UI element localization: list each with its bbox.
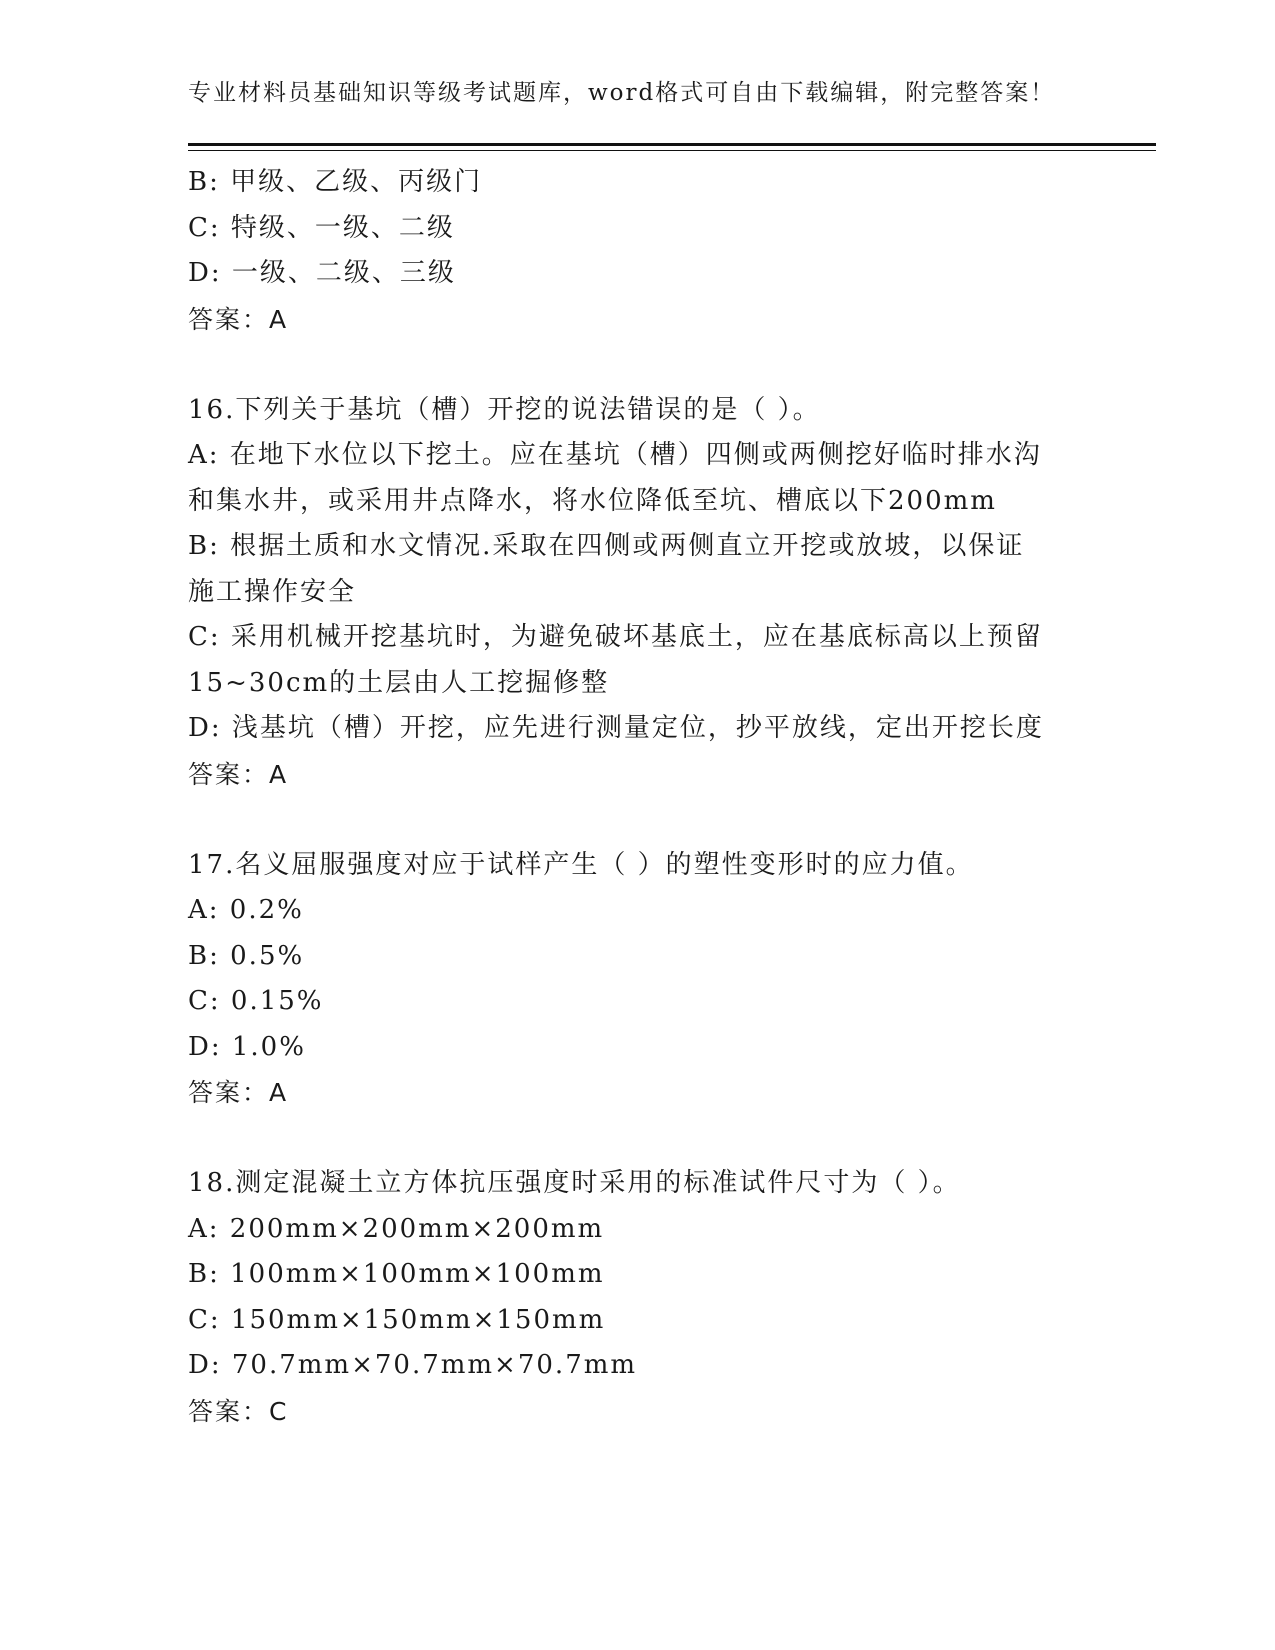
question-text: 17.名义屈服强度对应于试样产生（ ）的塑性变形时的应力值。 (188, 849, 974, 880)
option-line: C: 特级、一级、二级 (188, 212, 455, 243)
question-block (188, 843, 1088, 1116)
page-header: 专业材料员基础知识等级考试题库，word格式可自由下载编辑，附完整答案！ (188, 80, 1056, 106)
option-line: D: 1.0% (188, 1031, 306, 1062)
block-spacer (188, 797, 1088, 843)
option-line: 施工操作安全 (188, 576, 357, 607)
answer-line: 答案：C (188, 1396, 289, 1426)
question-block (188, 388, 1088, 798)
option-line: C: 150mm×150mm×150mm (188, 1304, 606, 1335)
header-rule-thin (188, 150, 1156, 151)
option-line: 15~30cm的土层由人工挖掘修整 (188, 667, 610, 698)
option-line: 和集水井，或采用井点降水，将水位降低至坑、槽底以下200mm (188, 485, 997, 516)
question-block (188, 1161, 1088, 1434)
option-line: A: 0.2% (188, 895, 304, 925)
option-line: D: 70.7mm×70.7mm×70.7mm (188, 1350, 638, 1380)
option-line: D: 一级、二级、三级 (188, 258, 456, 288)
block-spacer (188, 1116, 1088, 1162)
answer-line: 答案：A (188, 304, 289, 334)
question-list (188, 160, 1088, 1434)
block-spacer (188, 342, 1088, 388)
answer-line: 答案：A (188, 759, 289, 789)
option-line: B: 甲级、乙级、丙级门 (188, 167, 483, 197)
question-block (188, 160, 1088, 342)
option-line: C: 采用机械开挖基坑时，为避免破坏基底土，应在基底标高以上预留 (188, 622, 1043, 652)
question-text: 16.下列关于基坑（槽）开挖的说法错误的是（ ）。 (188, 394, 821, 425)
option-line: B: 根据土质和水文情况.采取在四侧或两侧直立开挖或放坡，以保证 (188, 531, 1025, 561)
answer-line: 答案：A (188, 1078, 289, 1107)
option-line: B: 0.5% (188, 940, 305, 971)
option-line: D: 浅基坑（槽）开挖，应先进行测量定位，抄平放线，定出开挖长度 (188, 713, 1044, 743)
question-text: 18.测定混凝土立方体抗压强度时采用的标准试件尺寸为（ ）。 (188, 1168, 961, 1198)
option-line: A: 在地下水位以下挖土。应在基坑（槽）四侧或两侧挖好临时排水沟 (188, 440, 1042, 470)
header-rule-thick (188, 143, 1156, 146)
option-line: A: 200mm×200mm×200mm (188, 1213, 605, 1244)
option-line: B: 100mm×100mm×100mm (188, 1259, 605, 1289)
option-line: C: 0.15% (188, 986, 324, 1016)
